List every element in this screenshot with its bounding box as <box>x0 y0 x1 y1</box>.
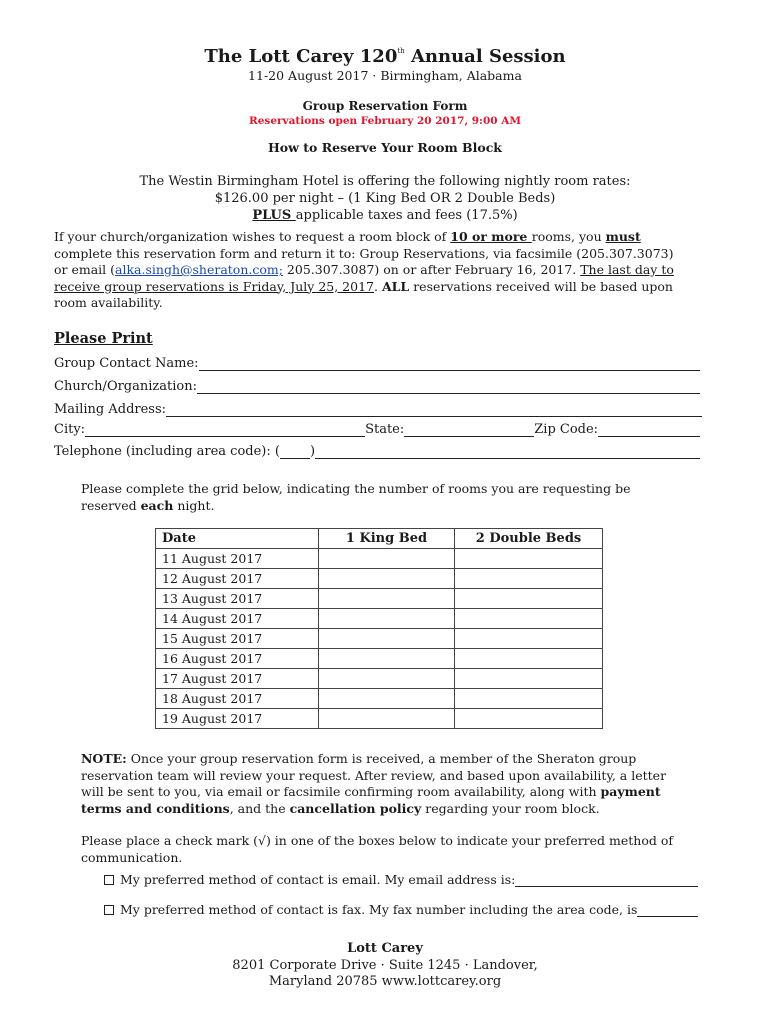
double-input-cell[interactable] <box>455 569 603 589</box>
fax-option-label: My preferred method of contact is fax. My fax number including the area code, is <box>120 902 638 917</box>
table-row <box>156 649 603 669</box>
church-field[interactable] <box>54 376 700 394</box>
area-code-line[interactable] <box>280 445 310 459</box>
date-cell: 16 August 2017 <box>156 649 319 669</box>
group-contact-label: Group Contact Name: <box>54 356 199 371</box>
zip-label: Zip Code: <box>534 422 599 437</box>
reservations-open-notice: Reservations open February 20 2017, 9:00 AM <box>249 115 521 127</box>
table-row <box>156 669 603 689</box>
date-cell: 19 August 2017 <box>156 709 319 729</box>
mailing-address-field[interactable] <box>54 399 702 417</box>
fax-checkbox[interactable] <box>104 905 114 915</box>
footer <box>0 941 770 991</box>
rates-line-1: The Westin Birmingham Hotel is offering the following nightly room rates: <box>139 174 631 189</box>
table-row <box>156 589 603 609</box>
date-cell: 17 August 2017 <box>156 669 319 689</box>
king-input-cell[interactable] <box>319 709 455 729</box>
double-input-cell[interactable] <box>455 589 603 609</box>
room-request-grid <box>155 528 603 729</box>
king-input-cell[interactable] <box>319 589 455 609</box>
king-input-cell[interactable] <box>319 689 455 709</box>
instructions-paragraph: If your church/organization wishes to request a room block of 10 or more rooms, you must complete this reservation form and return it to: Group Reservations, via facsimile (205.307.3073) or email (alka.singh@sheraton.com; 205.307.3087) on or after February 16, 2017. The last day to receive group reservations is Friday, July 25, 2017. ALL reservations received will be based upon room availability. <box>54 229 674 310</box>
king-input-cell[interactable] <box>319 569 455 589</box>
table-row <box>156 629 603 649</box>
header-king: 1 King Bed <box>319 529 455 549</box>
mailing-address-line[interactable] <box>166 403 702 417</box>
king-input-cell[interactable] <box>319 669 455 689</box>
table-row <box>156 709 603 729</box>
please-print-heading: Please Print <box>54 330 153 347</box>
group-contact-field[interactable] <box>54 353 700 371</box>
telephone-line[interactable] <box>315 445 700 459</box>
communication-intro: Please place a check mark (√) in one of the boxes below to indicate your preferred method of communication. <box>81 833 674 865</box>
hotel-email-link[interactable]: alka.singh@sheraton.com; <box>115 262 283 277</box>
church-line[interactable] <box>197 380 700 394</box>
king-input-cell[interactable] <box>319 549 455 569</box>
table-row <box>156 609 603 629</box>
header-date: Date <box>156 529 319 549</box>
email-address-line[interactable] <box>515 873 698 887</box>
state-line[interactable] <box>404 423 534 437</box>
date-cell: 11 August 2017 <box>156 549 319 569</box>
double-input-cell[interactable] <box>455 549 603 569</box>
rates-line-2: $126.00 per night – (1 King Bed OR 2 Double Beds) <box>214 191 556 206</box>
rates-block <box>0 173 770 224</box>
page-title: The Lott Carey 120th Annual Session <box>204 46 566 67</box>
city-line[interactable] <box>85 423 365 437</box>
telephone-field[interactable] <box>54 441 700 459</box>
date-cell: 13 August 2017 <box>156 589 319 609</box>
king-input-cell[interactable] <box>319 629 455 649</box>
grid-instructions: Please complete the grid below, indicating the number of rooms you are requesting be reserved each night. <box>81 481 631 513</box>
grid-header-row <box>156 529 603 549</box>
fax-option <box>104 902 698 917</box>
double-input-cell[interactable] <box>455 669 603 689</box>
city-label: City: <box>54 422 86 437</box>
email-option <box>104 872 698 887</box>
rates-line-3: PLUS applicable taxes and fees (17.5%) <box>252 208 518 223</box>
double-input-cell[interactable] <box>455 689 603 709</box>
date-cell: 14 August 2017 <box>156 609 319 629</box>
city-state-zip-field[interactable] <box>54 419 700 437</box>
king-input-cell[interactable] <box>319 609 455 629</box>
double-input-cell[interactable] <box>455 629 603 649</box>
footer-address-1: 8201 Corporate Drive · Suite 1245 · Landover, <box>232 957 538 973</box>
double-input-cell[interactable] <box>455 709 603 729</box>
table-row <box>156 549 603 569</box>
zip-line[interactable] <box>598 423 700 437</box>
double-input-cell[interactable] <box>455 609 603 629</box>
date-cell: 18 August 2017 <box>156 689 319 709</box>
note-paragraph: NOTE: Once your group reservation form is received, a member of the Sheraton group reservation team will review your request. After review, and based upon availability, a letter will be sent to you, via email or facsimile confirming room availability, along with payment terms and conditions, and the cancellation policy regarding your room block. <box>81 751 667 816</box>
footer-org: Lott Carey <box>347 941 423 956</box>
form-title: Group Reservation Form <box>302 99 468 113</box>
telephone-label: Telephone (including area code): ( <box>54 444 280 459</box>
telephone-paren: ) <box>309 444 316 459</box>
fax-number-line[interactable] <box>637 903 698 917</box>
mailing-address-label: Mailing Address: <box>54 402 167 417</box>
double-input-cell[interactable] <box>455 649 603 669</box>
footer-address-2: Maryland 20785 www.lottcarey.org <box>268 974 502 989</box>
table-row <box>156 689 603 709</box>
church-label: Church/Organization: <box>54 379 197 394</box>
king-input-cell[interactable] <box>319 649 455 669</box>
how-to-heading: How to Reserve Your Room Block <box>268 140 502 155</box>
date-cell: 12 August 2017 <box>156 569 319 589</box>
state-label: State: <box>365 422 405 437</box>
header-double: 2 Double Beds <box>455 529 603 549</box>
event-dates-location: 11-20 August 2017 · Birmingham, Alabama <box>248 68 522 83</box>
email-option-label: My preferred method of contact is email. My email address is: <box>120 872 516 887</box>
group-contact-line[interactable] <box>199 357 700 371</box>
table-row <box>156 569 603 589</box>
date-cell: 15 August 2017 <box>156 629 319 649</box>
email-checkbox[interactable] <box>104 875 114 885</box>
